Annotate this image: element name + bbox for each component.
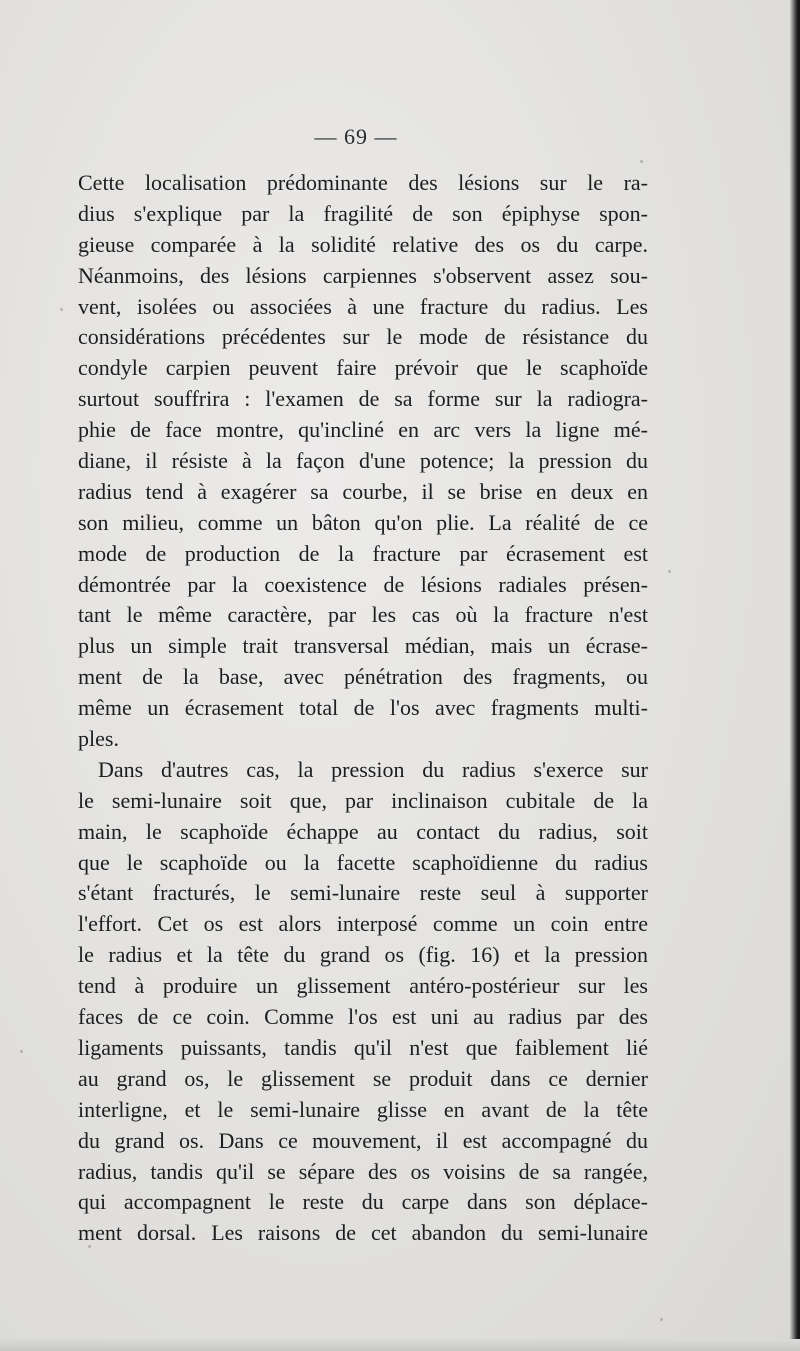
text-line: s'étant fracturés, le semi-lunaire reste seul à supporter [78, 880, 648, 906]
text-line: qui accompagnent le reste du carpe dans son déplace- [78, 1189, 648, 1215]
text-line: démontrée par la coexistence de lésions radiales présen- [78, 571, 648, 597]
text-line: mode de production de la fracture par écrasement est [78, 540, 648, 566]
text-line: même un écrasement total de l'os avec fragments multi- [78, 695, 648, 721]
paper-speck [60, 308, 63, 311]
text-line: Dans d'autres cas, la pression du radius s'exerce sur [98, 756, 648, 782]
text-line: radius tend à exagérer sa courbe, il se brise en deux en [78, 478, 648, 504]
text-line: faces de ce coin. Comme l'os est uni au radius par des [78, 1004, 648, 1030]
text-line: radius, tandis qu'il se sépare des os voisins de sa rangée, [78, 1158, 648, 1184]
text-line: diane, il résiste à la façon d'une potence; la pression du [78, 448, 648, 474]
text-line: ment de la base, avec pénétration des fragments, ou [78, 664, 648, 690]
text-line: Cette localisation prédominante des lésions sur le ra- [78, 170, 648, 195]
text-line: dius s'explique par la fragilité de son épiphyse spon- [78, 200, 648, 226]
text-line: gieuse comparée à la solidité relative des os du carpe. [78, 231, 648, 257]
paper-speck [20, 1050, 23, 1053]
page-bottom-edge [0, 1339, 800, 1351]
text-line: Néanmoins, des lésions carpiennes s'observent assez sou- [78, 262, 648, 288]
paper-speck [640, 160, 643, 163]
text-line: ment dorsal. Les raisons de cet abandon du semi-lunaire [78, 1220, 648, 1246]
paragraph-1 [78, 168, 648, 755]
text-line: ples. [78, 726, 119, 752]
text-line: le radius et la tête du grand os (fig. 16) et la pression [78, 942, 648, 968]
text-line: vent, isolées ou associées à une fracture du radius. Les [78, 293, 648, 319]
text-line: du grand os. Dans ce mouvement, il est accompagné du [78, 1127, 648, 1153]
text-line: le semi-lunaire soit que, par inclinaison cubitale de la [78, 787, 648, 813]
text-line: main, le scaphoïde échappe au contact du radius, soit [78, 818, 648, 844]
text-line: surtout souffrira : l'examen de sa forme sur la radiogra- [78, 386, 648, 412]
text-line: tend à produire un glissement antéro-postérieur sur les [78, 973, 648, 999]
text-line: plus un simple trait transversal médian, mais un écrase- [78, 633, 648, 659]
text-line: condyle carpien peuvent faire prévoir que le scaphoïde [78, 355, 648, 381]
page-edge-shadow [790, 0, 800, 1351]
text-line: son milieu, comme un bâton qu'on plie. La réalité de ce [78, 509, 648, 535]
text-line: interligne, et le semi-lunaire glisse en avant de la tête [78, 1096, 648, 1122]
text-line: considérations précédentes sur le mode de résistance du [78, 324, 648, 350]
text-line: tant le même caractère, par les cas où la fracture n'est [78, 602, 648, 628]
paper-speck [668, 570, 671, 573]
text-line: phie de face montre, qu'incliné en arc vers la ligne mé- [78, 417, 648, 443]
text-line: l'effort. Cet os est alors interposé comme un coin entre [78, 911, 648, 937]
page-number: — 69 — [314, 124, 398, 149]
body-text [78, 168, 648, 1249]
text-line: au grand os, le glissement se produit dans ce dernier [78, 1065, 648, 1091]
text-line: ligaments puissants, tandis qu'il n'est que faiblement lié [78, 1034, 648, 1060]
paper-speck [660, 1318, 663, 1321]
paragraph-2 [78, 755, 648, 1249]
text-line: que le scaphoïde ou la facette scaphoïdienne du radius [78, 849, 648, 875]
